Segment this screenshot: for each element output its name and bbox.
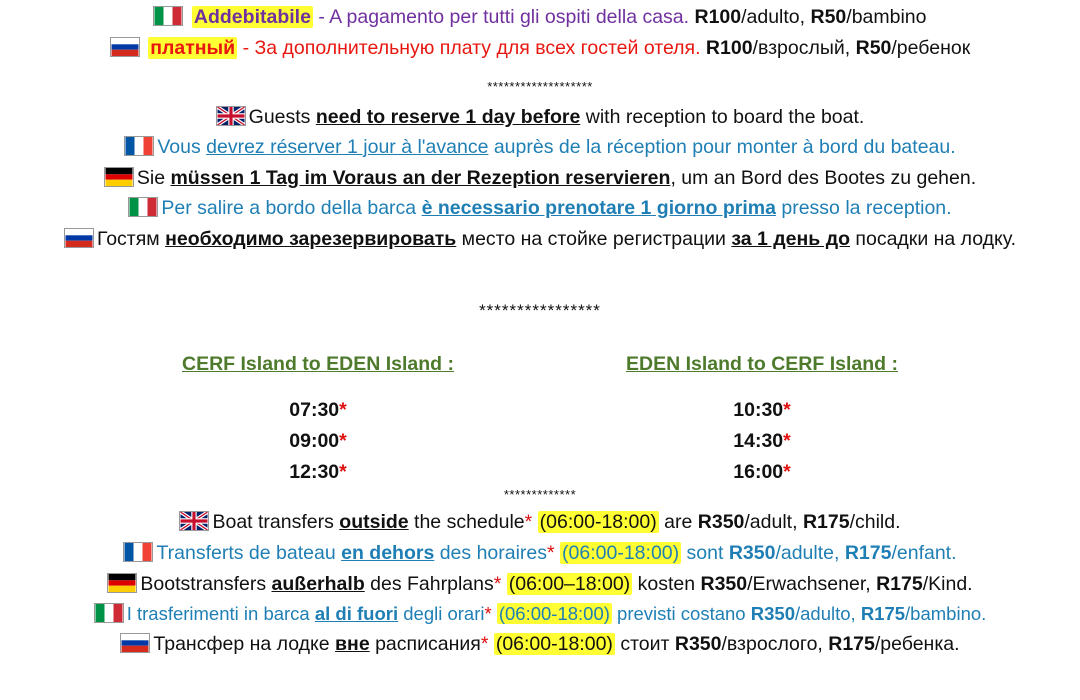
outside-ru-mid: расписания — [369, 633, 481, 655]
time-value: 16:00 — [733, 461, 784, 483]
schedule-eden-to-cerf — [562, 350, 962, 488]
germany-flag-icon — [107, 573, 137, 593]
reserve-en-em: need to reserve 1 day before — [315, 106, 581, 128]
outside-line-de — [0, 570, 1080, 598]
separator-3: ************* — [503, 487, 577, 502]
outside-en-unit-adult: /adult, — [744, 511, 803, 533]
reserve-ru-pre: Гостям — [96, 228, 166, 250]
outside-fr-em: en dehors — [341, 542, 435, 564]
reserve-fr-em: devrez réserver 1 jour à l'avance — [206, 136, 489, 158]
outside-fr-price-child: R175 — [844, 542, 892, 564]
outside-en-price-adult: R350 — [697, 511, 745, 533]
asterisk-marker: * — [547, 542, 555, 564]
outside-fr-post: sont — [681, 542, 729, 564]
italy-flag-icon — [94, 603, 124, 623]
asterisk-marker: * — [339, 399, 347, 421]
germany-flag-icon — [104, 167, 134, 187]
asterisk-marker: * — [484, 603, 492, 624]
outside-it-price-child: R175 — [860, 603, 906, 624]
russia-flag-icon — [120, 633, 150, 653]
outside-ru-unit-adult: /взрослого, — [721, 633, 829, 655]
outside-en-post: are — [658, 511, 698, 533]
unit-adult-ru: /взрослый, — [752, 37, 856, 59]
outside-it-em: al di fuori — [314, 603, 399, 624]
reserve-it-em: è necessario prenotare 1 giorno prima — [421, 197, 776, 219]
italian-charge-line — [0, 3, 1080, 31]
asterisk-marker: * — [783, 399, 791, 421]
outside-ru-unit-child: /ребенка. — [874, 633, 960, 655]
uk-flag-icon — [179, 511, 209, 531]
charge-text-ru: - За дополнительную плату для всех гостей отеля. — [237, 37, 706, 59]
price-adult-ru: R100 — [705, 37, 753, 59]
time-row — [562, 426, 962, 457]
reserve-en-post: with reception to board the boat. — [580, 106, 865, 128]
time-row — [562, 395, 962, 426]
time-value: 14:30 — [733, 430, 784, 452]
outside-line-it — [0, 600, 1080, 628]
outside-fr-mid: des horaires — [434, 542, 548, 564]
reserve-de-em: müssen 1 Tag im Voraus an der Rezeption reservieren — [170, 167, 671, 189]
reserve-fr-pre: Vous — [157, 136, 207, 158]
outside-en-price-child: R175 — [802, 511, 850, 533]
reserve-it-post: presso la reception. — [775, 197, 952, 219]
outside-de-unit-child: /Kind. — [922, 573, 973, 595]
unit-child-it: /bambino — [846, 6, 927, 28]
unit-adult-it: /adulto, — [741, 6, 811, 28]
reserve-fr-post: auprès de la réception pour monter à bord du bateau. — [488, 136, 956, 158]
reserve-ru-em2: за 1 день до — [731, 228, 850, 250]
outside-en-pre: Boat transfers — [212, 511, 340, 533]
asterisk-marker: * — [783, 430, 791, 452]
reserve-line-it — [0, 194, 1080, 222]
russian-charge-line — [0, 34, 1080, 62]
outside-line-fr — [0, 539, 1080, 567]
reserve-it-pre: Per salire a bordo della barca — [161, 197, 422, 219]
outside-de-em: außerhalb — [271, 573, 365, 595]
uk-flag-icon — [216, 106, 246, 126]
price-child-ru: R50 — [855, 37, 892, 59]
outside-ru-pre: Трансфер на лодке — [153, 633, 336, 655]
price-child-it: R50 — [810, 6, 847, 28]
charge-word-it: Addebitabile — [193, 6, 311, 28]
reserve-ru-mid: место на стойке регистрации — [456, 228, 732, 250]
russia-flag-icon — [64, 228, 94, 248]
outside-line-ru — [0, 630, 1080, 658]
outside-it-unit-adult: /adulto, — [794, 603, 861, 624]
time-row — [118, 426, 518, 457]
outside-fr-pre: Transferts de bateau — [156, 542, 342, 564]
outside-de-pre: Bootstransfers — [140, 573, 272, 595]
outside-ru-em: вне — [335, 633, 370, 655]
schedule-title-right: EDEN Island to CERF Island : — [626, 353, 898, 375]
outside-fr-unit-adult: /adulte, — [775, 542, 845, 564]
outside-de-unit-adult: /Erwachsener, — [747, 573, 877, 595]
france-flag-icon — [124, 136, 154, 156]
outside-de-price-child: R175 — [876, 573, 923, 595]
outside-fr-hours: (06:00-18:00) — [562, 542, 680, 564]
outside-en-hours: (06:00-18:00) — [539, 511, 657, 533]
outside-ru-price-adult: R350 — [674, 633, 722, 655]
separator-1: ******************* — [487, 79, 593, 94]
outside-ru-hours: (06:00-18:00) — [495, 633, 613, 655]
schedule-cerf-to-eden — [118, 350, 518, 488]
outside-en-unit-child: /child. — [849, 511, 901, 533]
outside-line-en — [0, 508, 1080, 536]
italy-flag-icon — [153, 6, 183, 26]
reserve-line-de — [0, 164, 1080, 192]
outside-fr-price-adult: R350 — [728, 542, 776, 564]
outside-de-price-adult: R350 — [700, 573, 748, 595]
asterisk-marker: * — [480, 633, 489, 655]
outside-de-post: kosten — [632, 573, 701, 595]
asterisk-marker: * — [339, 461, 347, 483]
price-adult-it: R100 — [694, 6, 742, 28]
time-row — [118, 395, 518, 426]
reserve-de-pre: Sie — [136, 167, 171, 189]
outside-it-unit-child: /bambino. — [905, 603, 987, 624]
asterisk-marker: * — [524, 511, 533, 533]
outside-it-pre: I trasferimenti in barca — [126, 603, 315, 624]
time-value: 09:00 — [289, 430, 340, 452]
separator-2: **************** — [479, 301, 601, 320]
outside-de-mid: des Fahrplans — [364, 573, 494, 595]
italy-flag-icon — [128, 197, 158, 217]
outside-de-hours: (06:00–18:00) — [508, 573, 631, 595]
outside-it-price-adult: R350 — [750, 603, 795, 624]
reserve-de-post: , um an Bord des Bootes zu gehen. — [670, 167, 977, 189]
time-value: 10:30 — [733, 399, 784, 421]
reserve-line-fr — [0, 133, 1080, 161]
time-value: 07:30 — [289, 399, 340, 421]
outside-ru-post: стоит — [614, 633, 675, 655]
outside-fr-unit-child: /enfant. — [891, 542, 957, 564]
asterisk-marker: * — [493, 573, 502, 595]
outside-it-post: previsti costano — [611, 603, 751, 624]
outside-it-mid: degli orari — [398, 603, 485, 624]
unit-child-ru: /ребенок — [891, 37, 971, 59]
reserve-ru-em1: необходимо зарезервировать — [165, 228, 457, 250]
reserve-en-pre: Guests — [248, 106, 316, 128]
schedule-title-left: CERF Island to EDEN Island : — [182, 353, 454, 375]
outside-en-mid: the schedule — [408, 511, 525, 533]
charge-text-it: - A pagamento per tutti gli ospiti della casa. — [312, 6, 695, 28]
reserve-ru-post: посадки на лодку. — [850, 228, 1017, 250]
time-value: 12:30 — [289, 461, 340, 483]
time-row — [118, 457, 518, 488]
outside-it-hours: (06:00-18:00) — [498, 603, 610, 624]
asterisk-marker: * — [339, 430, 347, 452]
outside-ru-price-child: R175 — [828, 633, 875, 655]
charge-word-ru: платный — [150, 37, 236, 59]
russia-flag-icon — [110, 37, 140, 57]
france-flag-icon — [123, 542, 153, 562]
reserve-line-ru — [30, 225, 1050, 253]
outside-en-em: outside — [339, 511, 409, 533]
reserve-line-en — [0, 103, 1080, 131]
asterisk-marker: * — [783, 461, 791, 483]
time-row — [562, 457, 962, 488]
